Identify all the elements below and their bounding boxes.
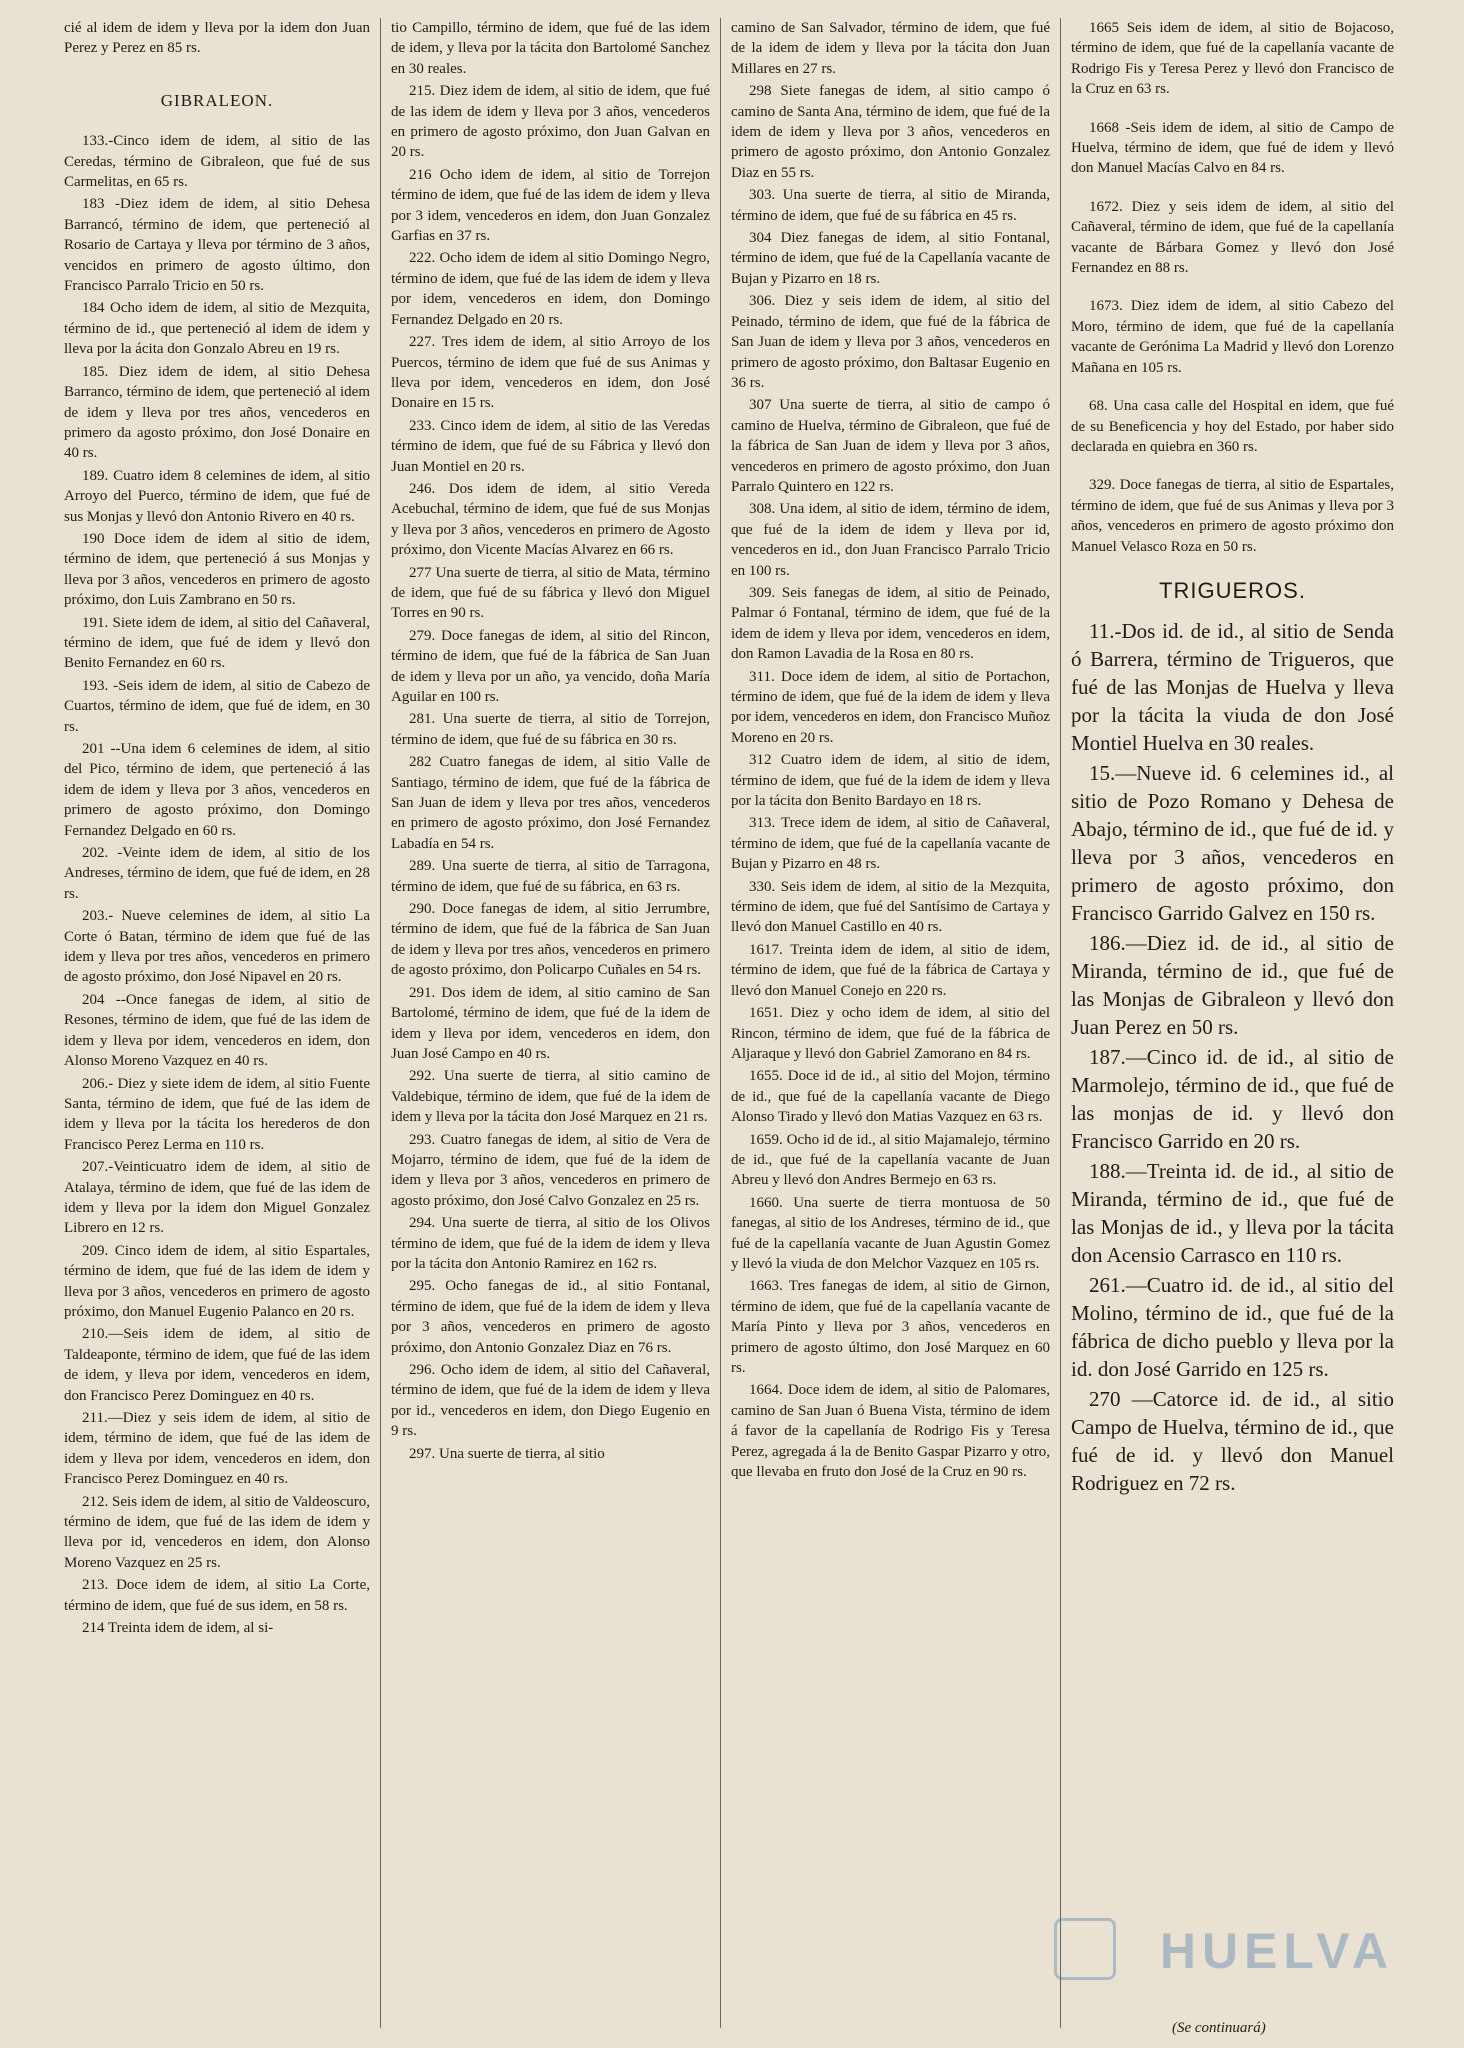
list-item: 191. Siete idem de idem, al sitio del Cañaveral, término de idem, que fué de idem y llevó don Benito Fernandez en 60 rs. [64, 614, 370, 672]
list-item: 193. -Seis idem de idem, al sitio de Cabezo de Cuartos, término de idem, que fué de idem, en 30 rs. [64, 677, 370, 735]
list-item: 307 Una suerte de tierra, al sitio de campo ó camino de Huelva, término de Gibraleon, que fué de la fábrica de San Juan de idem y lleva por 3 años, vencederos en primero de agosto próximo, don Juan Parralo Quintero en 122 rs. [731, 397, 1050, 495]
watermark-text: HUELVA [1159, 1923, 1394, 1979]
list-item: 313. Trece idem de idem, al sitio de Cañaveral, término de idem, que fué de la capellanía vacante de Bujan y Pizarro en 48 rs. [731, 815, 1050, 873]
list-item: 295. Ocho fanegas de id., al sitio Fontanal, término de idem, que fué de la idem de idem y lleva por 3 años, vencederos en primero de agosto próximo, don Antonio Gonzalez Diaz en 76 rs. [391, 1278, 710, 1356]
list-item: 186.—Diez id. de id., al sitio de Miranda, término de id., que fué de las Monjas de Gibraleon y llevó don Juan Perez en 50 rs. [1071, 931, 1394, 1040]
section-title-gibraleon: GIBRALEON. [160, 90, 274, 110]
list-item: 183 -Diez idem de idem, al sitio Dehesa Barrancó, término de idem, que perteneció al Rosario de Cartaya y lleva por término de 3 años, vencidos en primero de agosto último, don Francisco Parralo Tricio en 50 rs. [64, 196, 370, 295]
list-item: 1672. Diez y seis idem de idem, al sitio del Cañaveral, término de idem, que fué de la capellanía vacante de Bárbara Gomez y llevó don José Fernandez en 88 rs. [1071, 198, 1394, 277]
list-item: 270 —Catorce id. de id., al sitio Campo de Huelva, término de id., que fué de id. y llevó don Manuel Rodriguez en 72 rs. [1071, 1387, 1394, 1496]
column-1 [54, 18, 380, 2028]
list-item: 1663. Tres fanegas de idem, al sitio de Girnon, término de idem, que fué de la capellanía vacante de María Pinto y lleva por 3 años, vencederos en primero de agosto último, don José Marquez en 60 rs. [731, 1278, 1050, 1376]
list-item: 215. Diez idem de idem, al sitio de idem, que fué de las idem de idem y lleva por 3 años, vencederos en primero de agosto próximo, don Juan Galvan en 20 rs. [391, 83, 710, 161]
list-item: 202. -Veinte idem de idem, al sitio de los Andreses, término de idem, que fué de idem, en 28 rs. [64, 845, 370, 902]
list-item: 282 Cuatro fanegas de idem, al sitio Valle de Santiago, término de idem, que fué de la fábrica de San Juan de idem y lleva por tres años, vencederos en primero de agosto próximo, don José Fernandez Labadía en 54 rs. [391, 754, 710, 852]
column-lead: camino de San Salvador, término de idem, que fué de la idem de idem y lleva por la tácita don Juan Millares en 27 rs. [731, 20, 1050, 77]
list-item: 15.—Nueve id. 6 celemines id., al sitio de Pozo Romano y Dehesa de Abajo, término de id., que fué de id. y lleva por 3 años, vencederos en primero de agosto próximo, don Francisco Garrido Galvez en 150 rs. [1071, 761, 1394, 926]
list-item: 1659. Ocho id de id., al sitio Majamalejo, término de id., que fué de la capellanía vacante de Juan Abreu y llevó don Andres Bermejo en 63 rs. [731, 1131, 1050, 1189]
list-item: 312 Cuatro idem de idem, al sitio de idem, término de idem, que fué de la idem de idem y lleva por la tácita don Benito Bardayo en 18 rs. [731, 752, 1050, 810]
column-3-entries [731, 81, 1050, 1482]
list-item: 292. Una suerte de tierra, al sitio camino de Valdebique, término de idem, que fué de la idem de idem y lleva por la tácita don José Marquez en 21 rs. [391, 1068, 710, 1126]
list-item: 211.—Diez y seis idem de idem, al sitio de idem, término de idem, que fué de las idem de idem y lleva por idem, vencederos en idem, don Francisco Perez Dominguez en 40 rs. [64, 1410, 370, 1488]
list-item: 289. Una suerte de tierra, al sitio de Tarragona, término de idem, que fué de su fábrica, en 63 rs. [391, 858, 710, 895]
column-4-entries-small [1071, 18, 1394, 557]
list-item: 214 Treinta idem de idem, al si- [82, 1620, 274, 1637]
list-item: 201 --Una idem 6 celemines de idem, al sitio del Pico, término de idem, que perteneció á las idem de idem y lleva por 3 años, vencederos en primero de agosto próximo, don Domingo Fernandez Delgado en 60 rs. [64, 741, 370, 839]
list-item: 1617. Treinta idem de idem, al sitio de idem, término de idem, que fué de la fábrica de Cartaya y llevó don Manuel Conejo en 220 rs. [731, 941, 1050, 999]
list-item: 246. Dos idem de idem, al sitio Vereda Acebuchal, término de idem, que fué de sus Monjas y lleva por 3 años, vencederos en primero de Agosto próximo, don Vicente Macías Alvarez en 66 rs. [391, 480, 710, 559]
list-item: 189. Cuatro idem 8 celemines de idem, al sitio Arroyo del Puerco, término de idem, que fué de sus Monjas y llevó don Antonio Rivero en 40 rs. [64, 467, 370, 525]
list-item: 296. Ocho idem de idem, al sitio del Cañaveral, término de idem, que fué de la idem de idem y lleva por id., vencederos en idem, don Diego Eugenio en 9 rs. [391, 1362, 710, 1440]
list-item: 308. Una idem, al sitio de idem, término de idem, que fué de la idem de idem y lleva por id, vencederos en id., don Juan Francisco Parralo Tricio en 100 rs. [731, 501, 1050, 579]
column-lead: cié al idem de idem y lleva por la idem don Juan Perez y Perez en 85 rs. [64, 20, 370, 57]
list-item: 1655. Doce id de id., al sitio del Mojon, término de id., que fué de la capellanía vacante de Diego Alonso Tirado y llevó don Matias Vazquez en 63 rs. [731, 1068, 1050, 1126]
list-item: 1651. Diez y ocho idem de idem, al sitio del Rincon, término de idem, que fué de la fábrica de Aljaraque y llevó don Gabriel Zamorano en 84 rs. [731, 1005, 1050, 1062]
list-item: 184 Ocho idem de idem, al sitio de Mezquita, término de id., que perteneció al idem de idem y lleva por la ácita don Gonzalo Abreu en 19 rs. [64, 300, 370, 358]
list-item: 303. Una suerte de tierra, al sitio de Miranda, término de idem, que fué de su fábrica en 45 rs. [731, 187, 1050, 224]
list-item: 294. Una suerte de tierra, al sitio de los Olivos término de idem, que fué de la idem de idem y lleva por la tácita don Antonio Ramirez en 162 rs. [391, 1215, 710, 1272]
list-item: 1665 Seis idem de idem, al sitio de Bojacoso, término de idem, que fué de la capellanía vacante de Rodrigo Fis y Teresa Perez y llevó don Francisco de la Cruz en 63 rs. [1071, 20, 1394, 98]
list-item: 297. Una suerte de tierra, al sitio [409, 1445, 605, 1462]
list-item: 190 Doce idem de idem al sitio de idem, término de idem, que perteneció á sus Monjas y lleva por 3 años, vencederos en primero de agosto próximo, don Luis Zambrano en 50 rs. [64, 530, 370, 609]
column-4-entries-large [1071, 617, 1394, 1497]
list-item: 133.-Cinco idem de idem, al sitio de las Ceredas, término de Gibraleon, que fué de sus Carmelitas, en 65 rs. [64, 133, 370, 191]
list-item: 261.—Cuatro id. de id., al sitio del Molino, término de id., que fué de la fábrica de dicho pueblo y lleva por la id. don José Garrido en 125 rs. [1071, 1273, 1394, 1382]
list-item: 304 Diez fanegas de idem, al sitio Fontanal, término de idem, que fué de la Capellanía vacante de Bujan y Pizarro en 18 rs. [731, 230, 1050, 287]
list-item: 203.- Nueve celemines de idem, al sitio La Corte ó Batan, término de idem que fué de las idem y lleva por tres años, vencederos en primero de agosto próximo, don José Nipavel en 20 rs. [64, 908, 370, 986]
list-item: 185. Diez idem de idem, al sitio Dehesa Barranco, término de idem, que perteneció al idem de idem y lleva por tres años, vencederos en primero da agosto próximo, don José Donaire en 40 rs. [64, 363, 370, 462]
list-item: 281. Una suerte de tierra, al sitio de Torrejon, término de idem, que fué de su fábrica en 30 rs. [391, 711, 710, 748]
column-3 [720, 18, 1060, 2028]
list-item: 290. Doce fanegas de idem, al sitio Jerrumbre, término de idem, que fué de la fábrica de San Juan de idem y lleva por tres años, vencederos en primero de agosto próximo, don Policarpo Cuñales en 54 rs. [391, 901, 710, 979]
archive-watermark [1054, 1910, 1394, 1980]
continuation-note: (Se continuará) [1172, 2020, 1266, 2036]
list-item: 216 Ocho idem de idem, al sitio de Torrejon término de idem, que fué de las idem de idem y lleva por 3 idem, vencederos en idem, don Juan Gonzalez Garfias en 37 rs. [391, 166, 710, 245]
column-2-entries [391, 81, 710, 1464]
list-item: 291. Dos idem de idem, al sitio camino de San Bartolomé, término de idem, que fué de la idem de idem y lleva por idem, vencederos en idem, don Juan José Campo en 40 rs. [391, 984, 710, 1062]
list-item: 309. Seis fanegas de idem, al sitio de Peinado, Palmar ó Fontanal, término de idem, que fué de la idem de idem y lleva por idem, vencederos en idem, don Ramon Lavadia de la Rosa en 80 rs. [731, 584, 1050, 663]
newspaper-page [54, 18, 1404, 2028]
section-title-trigueros: TRIGUEROS. [1159, 577, 1306, 603]
list-item: 329. Doce fanegas de tierra, al sitio de Espartales, término de idem, que fué de sus Animas y lleva por 3 años, vencederos en primero de agosto próximo don Manuel Velasco Roza en 50 rs. [1071, 477, 1394, 555]
list-item: 306. Diez y seis idem de idem, al sitio del Peinado, término de idem, que fué de la fábrica de San Juan de idem y lleva por 3 años, vencederos en primero de agosto próximo, don Baltasar Eugenio en 36 rs. [731, 293, 1050, 391]
list-item: 188.—Treinta id. de id., al sitio de Miranda, término de id., que fué de las Monjas de id., y lleva por la tácita don Acensio Carrasco en 110 rs. [1071, 1159, 1394, 1268]
column-1-entries [64, 131, 370, 1638]
list-item: 222. Ocho idem de idem al sitio Domingo Negro, término de idem, que fué de las idem de idem y lleva por idem, vencederos en idem, don Domingo Fernandez Delgado en 20 rs. [391, 250, 710, 328]
list-item: 204 --Once fanegas de idem, al sitio de Resones, término de idem, que fué de las idem de idem y lleva por idem, vencederos en idem, don Alonso Moreno Vazquez en 40 rs. [64, 991, 370, 1070]
list-item: 311. Doce idem de idem, al sitio de Portachon, término de idem, que fué de la idem de idem y lleva por idem, vencederos en idem, don Francisco Muñoz Moreno en 20 rs. [731, 668, 1050, 746]
list-item: 233. Cinco idem de idem, al sitio de las Veredas término de idem, que fué de su Fábrica y llevó don Juan Montiel en 20 rs. [391, 417, 710, 475]
list-item: 330. Seis idem de idem, al sitio de la Mezquita, término de idem, que fué del Santísimo de Cartaya y llevó don Manuel Castillo en 40 rs. [731, 878, 1050, 936]
list-item: 209. Cinco idem de idem, al sitio Espartales, término de idem, que fué de las idem de idem y lleva por 3 años, vencederos en primero de agosto próximo, don Manuel Eugenio Palanco en 20 rs. [64, 1242, 370, 1320]
list-item: 187.—Cinco id. de id., al sitio de Marmolejo, término de id., que fué de las monjas de id. y llevó don Francisco Garrido en 20 rs. [1071, 1045, 1394, 1154]
list-item: 1668 -Seis idem de idem, al sitio de Campo de Huelva, término de idem, que fué de idem y llevó don Manuel Macías Calvo en 84 rs. [1071, 119, 1394, 177]
list-item: 11.-Dos id. de id., al sitio de Senda ó Barrera, término de Trigueros, que fué de las Monjas de Huelva y lleva por la tácita la viuda de don José Montiel Huelva en 30 reales. [1071, 619, 1394, 756]
list-item: 1673. Diez idem de idem, al sitio Cabezo del Moro, término de idem, que fué de la capellanía vacante de Gerónima La Madrid y llevó don Lorenzo Mañana en 105 rs. [1071, 298, 1394, 376]
column-4 [1060, 18, 1404, 2028]
list-item: 298 Siete fanegas de idem, al sitio campo ó camino de Santa Ana, término de idem, que fué de la idem de idem y lleva por 3 años, vencederos en primero de agosto próximo, don Antonio Gonzalez Diaz en 55 rs. [731, 83, 1050, 181]
list-item: 210.—Seis idem de idem, al sitio de Taldeaponte, término de idem, que fué de las idem de idem, y lleva por idem, vencederos en idem, don Francisco Perez Dominguez en 40 rs. [64, 1326, 370, 1404]
seal-icon [1054, 1918, 1116, 1980]
list-item: 213. Doce idem de idem, al sitio La Corte, término de idem, que fué de sus idem, en 58 rs. [64, 1577, 370, 1614]
list-item: 212. Seis idem de idem, al sitio de Valdeoscuro, término de idem, que fué de las idem de idem y lleva por id, vencederos en idem, don Alonso Moreno Vazquez en 25 rs. [64, 1493, 370, 1571]
list-item: 293. Cuatro fanegas de idem, al sitio de Vera de Mojarro, término de idem, que fué de la idem de idem y lleva por 3 años, vencederos en primero de agosto próximo, don José Calvo Gonzalez en 25 rs. [391, 1131, 710, 1209]
list-item: 1664. Doce idem de idem, al sitio de Palomares, camino de San Juan ó Buena Vista, término de idem á favor de la capellanía de Rodrigo Fis y Teresa Perez, agregada á la de Benito Gaspar Pizarro y otro, que llevaba en fruto don José de la Cruz en 90 rs. [731, 1382, 1050, 1481]
list-item: 68. Una casa calle del Hospital en idem, que fué de su Beneficencia y hoy del Estado, por haber sido declarada en quiebra en 360 rs. [1071, 398, 1394, 455]
column-lead: tio Campillo, término de idem, que fué de las idem de idem, y lleva por la tácita don Bartolomé Sanchez en 30 reales. [391, 20, 710, 77]
list-item: 207.-Veinticuatro idem de idem, al sitio de Atalaya, término de idem, que fué de las idem de idem y lleva por la idem don Miguel Gonzalez Librero en 12 rs. [64, 1159, 370, 1237]
list-item: 277 Una suerte de tierra, al sitio de Mata, término de idem, que fué de su fábrica y llevó don Miguel Torres en 90 rs. [391, 564, 710, 622]
column-2 [380, 18, 720, 2028]
list-item: 227. Tres idem de idem, al sitio Arroyo de los Puercos, término de idem que fué de sus Animas y lleva por idem, vencederos en idem, don José Donaire en 15 rs. [391, 334, 710, 412]
list-item: 1660. Una suerte de tierra montuosa de 50 fanegas, al sitio de los Andreses, término de id., que fué de la capellanía vacante de Juan Agustin Gomez y llevó la viuda de don Melchor Vazquez en 105 rs. [731, 1194, 1050, 1272]
list-item: 206.- Diez y siete idem de idem, al sitio Fuente Santa, término de idem, que fué de las idem de idem y lleva por la tácita los herederos de don Francisco Perez Lerma en 110 rs. [64, 1075, 370, 1153]
list-item: 279. Doce fanegas de idem, al sitio del Rincon, término de idem, que fué de la fábrica de San Juan de idem y lleva por un año, ya vencido, doña María Aguilar en 100 rs. [391, 627, 710, 705]
